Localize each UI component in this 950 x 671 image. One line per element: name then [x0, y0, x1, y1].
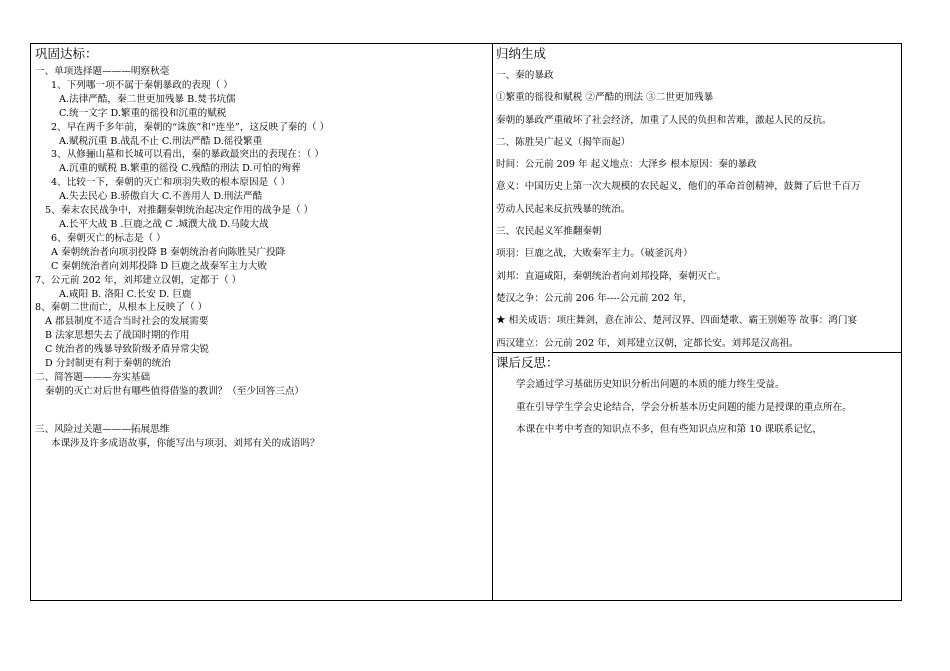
exercise-line: 3、从修骊山墓和长城可以看出，秦的暴政最突出的表现在：（ ） [51, 149, 324, 161]
summary-line: 三、农民起义军推翻秦朝 [496, 226, 602, 238]
exercise-line: D 分封制更有利于秦朝的统治 [45, 358, 171, 370]
exercise-line: C 统治者的残暴导致阶级矛盾异常尖锐 [45, 344, 209, 356]
exercise-line: 6、秦朝灭亡的标志是（ ） [51, 232, 166, 244]
summary-line: 项羽：巨鹿之战，大败秦军主力。（破釜沉舟） [496, 248, 693, 260]
summary-line: 劳动人民起来反抗残暴的统治。 [496, 203, 631, 215]
exercise-line: 二、简答题———夯实基础 [35, 371, 151, 383]
reflection-section [496, 353, 900, 599]
worksheet-table [30, 43, 902, 601]
reflection-list [496, 374, 900, 442]
summary-line: 楚汉之争：公元前 206 年----公元前 202 年， [496, 292, 693, 304]
reflection-line: 本课在中考中考查的知识点不多，但有些知识点应和第 10 课联系记忆， [516, 424, 823, 435]
exercise-line: A.咸阳 B. 洛阳 C.长安 D. 巨鹿 [59, 288, 192, 300]
exercise-line: 本课涉及许多成语故事，你能写出与项羽、刘邦有关的成语吗？ [51, 437, 320, 449]
summary-line: 刘邦：直逼咸阳，秦朝统治者向刘邦投降，秦朝灭亡。 [496, 270, 727, 282]
summary-line: ①繁重的徭役和赋税 ②严酷的刑法 ③二世更加残暴 [496, 92, 714, 104]
blank-answer-space [35, 399, 489, 423]
exercise-line: A.沉重的赋税 B.繁重的徭役 C.残酷的刑法 D.可怕的殉葬 [59, 163, 301, 175]
exercise-line: 一、单项选择题———明察秋毫 [35, 66, 170, 77]
summary-section [496, 44, 900, 350]
consolidation-title: 巩固达标： [35, 46, 98, 61]
reflection-line: 学会通过学习基础历史知识分析出问题的本质的能力终生受益。 [516, 379, 785, 390]
exercise-line: A.失去民心 B.骄傲自大 C.不善用人 D.刑法严酷 [59, 191, 263, 203]
exercise-line: 三、风险过关题———拓展思维 [35, 423, 170, 435]
summary-line: 时间：公元前 209 年 起义地点：大泽乡 根本原因：秦的暴政 [496, 159, 757, 171]
exercise-line: 7、公元前 202 年，刘邦建立汉朝，定都于（ ） [35, 274, 242, 286]
column-divider [492, 44, 493, 600]
exercise-line: A 郡县制度不适合当时社会的发展需要 [45, 316, 209, 328]
exercise-line: 4、比较一下，秦朝的灭亡和项羽失败的根本原因是（ ） [51, 177, 291, 189]
exercise-line: 秦朝的灭亡对后世有哪些值得借鉴的教训？（至少回答三点） [45, 385, 305, 397]
exercise-list [35, 65, 489, 451]
summary-title: 归纳生成 [496, 46, 547, 61]
exercise-line: C.统一文字 D.繁重的徭役和沉重的赋税 [59, 107, 227, 119]
summary-line: 秦朝的暴政严重破坏了社会经济，加重了人民的负担和苦难，激起人民的反抗。 [496, 114, 832, 126]
exercise-line: B 法家思想失去了战国时期的作用 [45, 330, 190, 342]
reflection-title: 课后反思： [496, 355, 559, 370]
exercise-line: 8、秦朝二世而亡，从根本上反映了（ ） [35, 302, 208, 314]
summary-line: 一、秦的暴政 [496, 70, 554, 81]
exercise-line: C 秦朝统治者向刘邦投降 D 巨鹿之战秦军主力大败 [51, 260, 268, 272]
summary-list [496, 65, 900, 350]
summary-line: 意义：中国历史上第一次大规模的农民起义，他们的革命首创精神，鼓舞了后世千百万 [496, 181, 861, 193]
exercise-line: 5、秦末农民战争中，对推翻秦朝统治起决定作用的战争是（ ） [45, 205, 314, 217]
exercise-line: A.法律严酷，秦二世更加残暴 B.焚书坑儒 [59, 93, 236, 105]
consolidation-section [35, 44, 489, 600]
reflection-line: 重在引导学生学会史论结合，学会分析基本历史问题的能力是授课的重点所在。 [516, 401, 852, 413]
exercise-line: A.赋税沉重 B.战乱不止 C.刑法严酷 D.徭役繁重 [59, 135, 263, 147]
summary-line: 二、陈胜吴广起义（揭竿而起） [496, 136, 631, 148]
exercise-line: 1、下列哪一项不属于秦朝暴政的表现（ ） [51, 79, 233, 91]
exercise-line: A.长平大战 B .巨鹿之战 C .城濮大战 D.马陵大战 [59, 218, 269, 230]
summary-line: 西汉建立：公元前 202 年，刘邦建立汉朝，定都长安。刘邦是汉高祖。 [496, 337, 799, 349]
exercise-line: 2、早在两千多年前，秦朝的“诛族”和“连坐”，这反映了秦的（ ） [51, 121, 330, 133]
summary-line: ★ 相关成语：项庄舞剑，意在沛公、楚河汉界、四面楚歌、霸王别姬等 故事：鸿门宴 [496, 315, 858, 327]
exercise-line: A 秦朝统治者向项羽投降 B 秦朝统治者向陈胜吴广投降 [51, 246, 286, 258]
